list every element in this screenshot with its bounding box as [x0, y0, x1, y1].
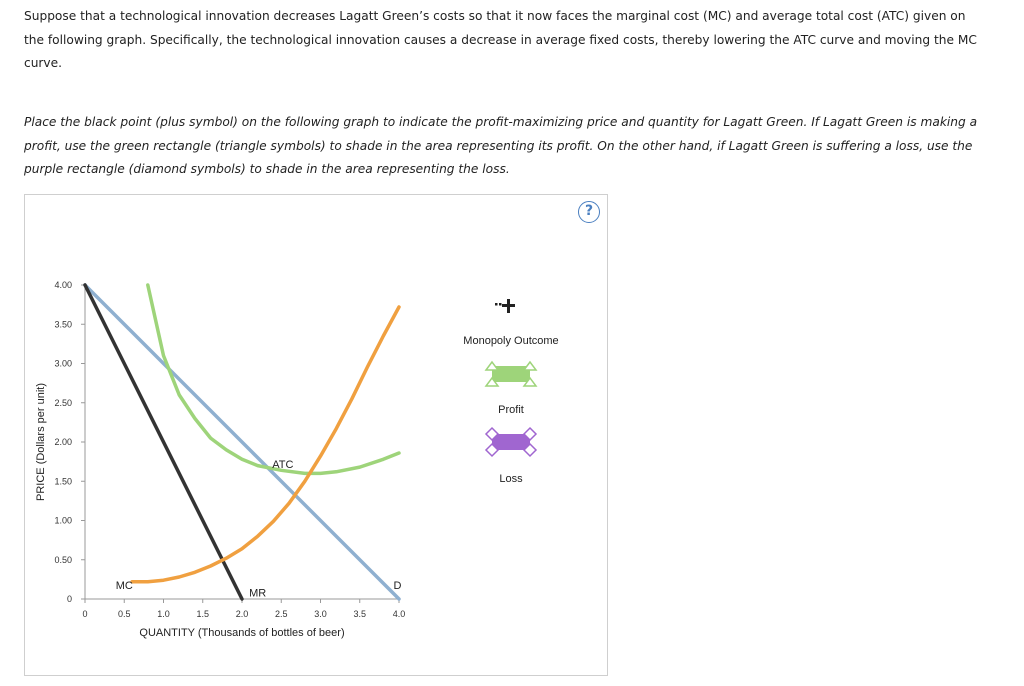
x-axis-label: QUANTITY (Thousands of bottles of beer) [139, 627, 345, 639]
mc-curve-label: MC [115, 579, 133, 592]
y-tick-label: 1.00 [54, 515, 72, 526]
x-tick-label: 3.0 [314, 609, 327, 619]
y-tick-label: 3.50 [54, 319, 72, 330]
purple-rectangle-icon [486, 428, 536, 456]
y-tick-label: 0 [66, 594, 72, 604]
profit-label: Profit [498, 404, 524, 416]
y-tick-label: 2.00 [54, 437, 72, 447]
instructions-text: Place the black point (plus symbol) on the following graph to indicate the profit-maximizing price and quantity for Lagatt Green. If Lagatt Green is making a profit, use the green rectangle (triangle symbols) to shade in the area representing its profit. On the other hand, if Lagatt Green is suffering a loss, use the purple rectangle (diamond symbols) to shade in the area representing the loss. [24, 115, 978, 176]
mc-curve [132, 307, 399, 582]
curves [85, 285, 402, 599]
y-tick-label: 4.00 [54, 280, 72, 290]
monopoly-outcome-tool[interactable] [463, 292, 558, 347]
monopoly-outcome-label: Monopoly Outcome [463, 335, 559, 347]
x-tick-label: 1.0 [157, 609, 170, 619]
intro-text: Suppose that a technological innovation decreases Lagatt Green’s costs so that it now faces the marginal cost (MC) and average total cost (ATC) given on the following graph. Specifically, the technological innovation causes a decrease in average fixed costs, thereby lowering the ATC curve and moving the MC curve. [24, 9, 977, 70]
x-tick-label: 4.0 [392, 609, 406, 619]
atc-curve-label: ATC [272, 458, 294, 471]
d-curve [85, 285, 402, 599]
y-tick-label: 3.00 [54, 358, 72, 369]
green-rectangle-icon [486, 362, 536, 386]
help-button[interactable]: ? [578, 201, 600, 223]
x-tick-label: 1.5 [196, 609, 210, 619]
y-tick-label: 1.50 [54, 476, 72, 487]
profit-tool[interactable] [486, 362, 536, 416]
curve-labels [116, 459, 402, 600]
x-tick-label: 3.5 [353, 609, 367, 619]
y-tick-label: 0.50 [54, 554, 72, 565]
loss-tool[interactable] [486, 428, 536, 485]
y-axis-label: PRICE (Dollars per unit) [35, 383, 47, 501]
d-curve-label: D [393, 579, 402, 592]
x-tick-label: 0 [82, 609, 88, 619]
mr-curve-label: MR [249, 587, 267, 600]
x-tick-label: 2.5 [274, 609, 288, 619]
tool-palette [463, 292, 558, 485]
x-tick-label: 2.0 [235, 609, 249, 619]
loss-label: Loss [499, 473, 523, 485]
x-tick-label: 0.5 [117, 609, 131, 619]
y-tick-label: 2.50 [54, 397, 72, 408]
